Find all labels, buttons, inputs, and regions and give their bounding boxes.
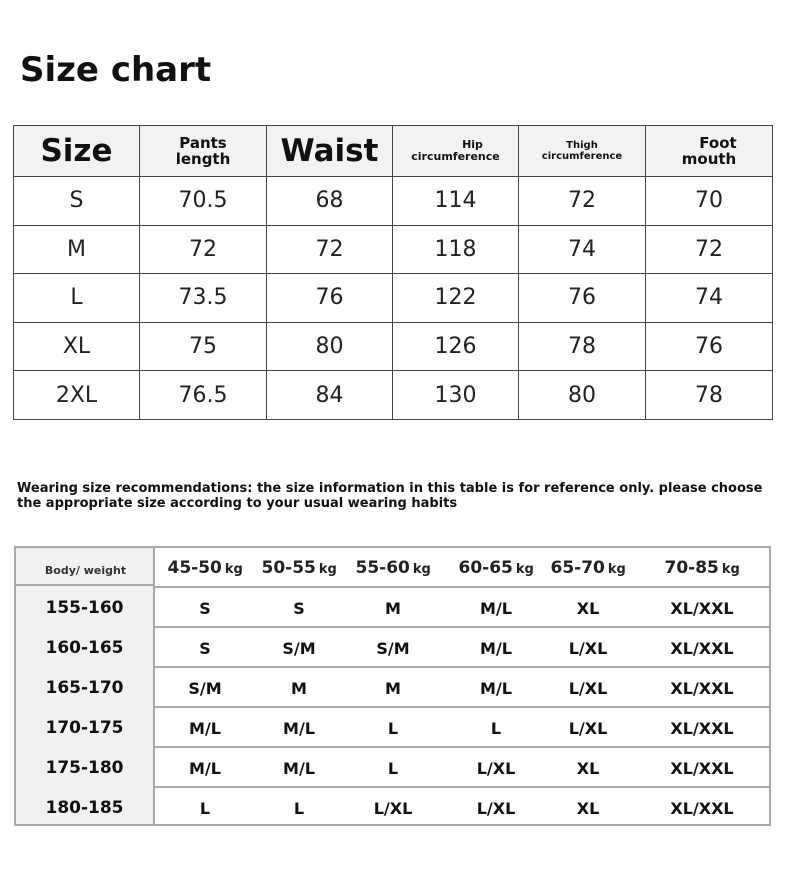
- size-recommendation-cell: XL/XXL: [670, 639, 734, 658]
- cell-foot-mouth: 74: [646, 274, 773, 323]
- row-divider: [155, 746, 769, 748]
- height-range: 165-170: [45, 678, 124, 698]
- page-title: Size chart: [20, 50, 212, 90]
- body-weight-corner-label: Body/ weight: [16, 548, 155, 586]
- cell-size: L: [14, 274, 140, 323]
- size-recommendation-cell: S/M: [188, 679, 222, 698]
- size-recommendation-cell: M: [291, 679, 307, 698]
- size-recommendation-cell: L/XL: [568, 679, 608, 698]
- weight-range: 70-85: [664, 558, 719, 578]
- size-recommendation-cell: XL/XXL: [670, 599, 734, 618]
- cell-thigh: 76: [519, 274, 646, 323]
- size-recommendation-cell: L/XL: [568, 639, 608, 658]
- weight-header: [356, 558, 431, 578]
- size-recommendation-cell: L: [490, 719, 502, 738]
- size-recommendation-cell: L: [387, 719, 399, 738]
- size-recommendation-cell: M/L: [189, 759, 221, 778]
- size-table-header: [14, 126, 773, 177]
- size-recommendation-cell: XL/XXL: [670, 719, 734, 738]
- size-recommendation-cell: S: [293, 599, 305, 618]
- size-recommendation-cell: L/XL: [476, 799, 516, 818]
- size-recommendation-cell: L/XL: [476, 759, 516, 778]
- size-row: [14, 225, 773, 274]
- size-recommendation-cell: L: [293, 799, 305, 818]
- size-recommendation-cell: S: [199, 639, 211, 658]
- weight-unit: kg: [721, 562, 740, 577]
- weight-header: [168, 558, 243, 578]
- size-recommendation-cell: XL: [576, 599, 600, 618]
- row-divider: [155, 586, 769, 588]
- cell-size: 2XL: [14, 371, 140, 420]
- cell-pants-length: 72: [140, 225, 267, 274]
- weight-range: 50-55: [261, 558, 316, 578]
- header-thigh: [519, 126, 646, 177]
- header-hip-line2: circumference: [411, 150, 500, 163]
- weight-header: [551, 558, 626, 578]
- cell-size: M: [14, 225, 140, 274]
- cell-size: XL: [14, 322, 140, 371]
- header-thigh-line2: circumference: [541, 151, 623, 162]
- size-recommendation-cell: M/L: [189, 719, 221, 738]
- weight-unit: kg: [318, 562, 337, 577]
- header-hip: [393, 126, 519, 177]
- size-recommendation-cell: M/L: [283, 759, 315, 778]
- size-chart-table: [13, 125, 773, 420]
- header-foot-line1: Foot: [699, 134, 737, 152]
- size-recommendation-cell: S: [199, 599, 211, 618]
- cell-hip: 122: [393, 274, 519, 323]
- header-size: [14, 126, 140, 177]
- cell-thigh: 74: [519, 225, 646, 274]
- weight-header: [665, 558, 740, 578]
- header-foot-line2: mouth: [681, 150, 737, 168]
- weight-header: [459, 558, 534, 578]
- size-recommendation-cell: M: [385, 679, 401, 698]
- row-divider: [155, 666, 769, 668]
- header-size-label: Size: [40, 133, 113, 169]
- weight-range: 60-65: [458, 558, 513, 578]
- size-recommendation-cell: M: [385, 599, 401, 618]
- weight-unit: kg: [224, 562, 243, 577]
- row-divider: [155, 706, 769, 708]
- cell-foot-mouth: 72: [646, 225, 773, 274]
- size-recommendation-cell: S/M: [376, 639, 410, 658]
- cell-waist: 68: [267, 177, 393, 226]
- size-recommendation-note: Wearing size recommendations: the size information in this table is for reference only. please choose the appropriate size according to your usual wearing habits: [17, 481, 763, 511]
- cell-waist: 72: [267, 225, 393, 274]
- size-recommendation-cell: XL/XXL: [670, 799, 734, 818]
- weight-unit: kg: [607, 562, 626, 577]
- height-range: 175-180: [45, 758, 124, 778]
- header-pants-line1: Pants: [179, 134, 227, 152]
- header-hip-line1: Hip: [462, 138, 483, 151]
- cell-foot-mouth: 76: [646, 322, 773, 371]
- size-recommendation-cell: M/L: [480, 639, 512, 658]
- height-column: [16, 548, 155, 824]
- body-weight-table: [14, 546, 771, 826]
- height-range: 160-165: [45, 638, 124, 658]
- size-recommendation-cell: M/L: [283, 719, 315, 738]
- size-row: [14, 371, 773, 420]
- height-range: 155-160: [45, 598, 124, 618]
- size-recommendation-cell: L: [387, 759, 399, 778]
- weight-header: [262, 558, 337, 578]
- size-recommendation-cell: L/XL: [373, 799, 413, 818]
- weight-range: 45-50: [167, 558, 222, 578]
- row-divider: [155, 626, 769, 628]
- size-recommendation-cell: XL/XXL: [670, 679, 734, 698]
- size-recommendation-cell: M/L: [480, 679, 512, 698]
- row-divider: [155, 786, 769, 788]
- header-waist: [267, 126, 393, 177]
- header-pants-length: [140, 126, 267, 177]
- size-row: [14, 177, 773, 226]
- height-range: 170-175: [45, 718, 124, 738]
- cell-hip: 130: [393, 371, 519, 420]
- header-pants-line2: length: [175, 150, 231, 168]
- cell-waist: 84: [267, 371, 393, 420]
- cell-size: S: [14, 177, 140, 226]
- size-row: [14, 322, 773, 371]
- cell-pants-length: 75: [140, 322, 267, 371]
- cell-waist: 80: [267, 322, 393, 371]
- size-row: [14, 274, 773, 323]
- cell-thigh: 72: [519, 177, 646, 226]
- weight-unit: kg: [412, 562, 431, 577]
- cell-hip: 126: [393, 322, 519, 371]
- header-thigh-line1: Thigh: [566, 140, 598, 151]
- cell-thigh: 80: [519, 371, 646, 420]
- cell-thigh: 78: [519, 322, 646, 371]
- size-recommendation-cell: L/XL: [568, 719, 608, 738]
- cell-pants-length: 73.5: [140, 274, 267, 323]
- header-foot-mouth: [646, 126, 773, 177]
- size-recommendation-cell: XL: [576, 759, 600, 778]
- cell-hip: 118: [393, 225, 519, 274]
- size-recommendation-cell: XL: [576, 799, 600, 818]
- size-recommendation-cell: L: [199, 799, 211, 818]
- cell-waist: 76: [267, 274, 393, 323]
- weight-unit: kg: [515, 562, 534, 577]
- weight-range: 55-60: [355, 558, 410, 578]
- cell-foot-mouth: 70: [646, 177, 773, 226]
- cell-foot-mouth: 78: [646, 371, 773, 420]
- header-waist-label: Waist: [280, 133, 379, 169]
- weight-range: 65-70: [550, 558, 605, 578]
- cell-pants-length: 76.5: [140, 371, 267, 420]
- size-recommendation-cell: M/L: [480, 599, 512, 618]
- height-range: 180-185: [45, 798, 124, 818]
- size-recommendation-cell: S/M: [282, 639, 316, 658]
- cell-hip: 114: [393, 177, 519, 226]
- cell-pants-length: 70.5: [140, 177, 267, 226]
- size-recommendation-cell: XL/XXL: [670, 759, 734, 778]
